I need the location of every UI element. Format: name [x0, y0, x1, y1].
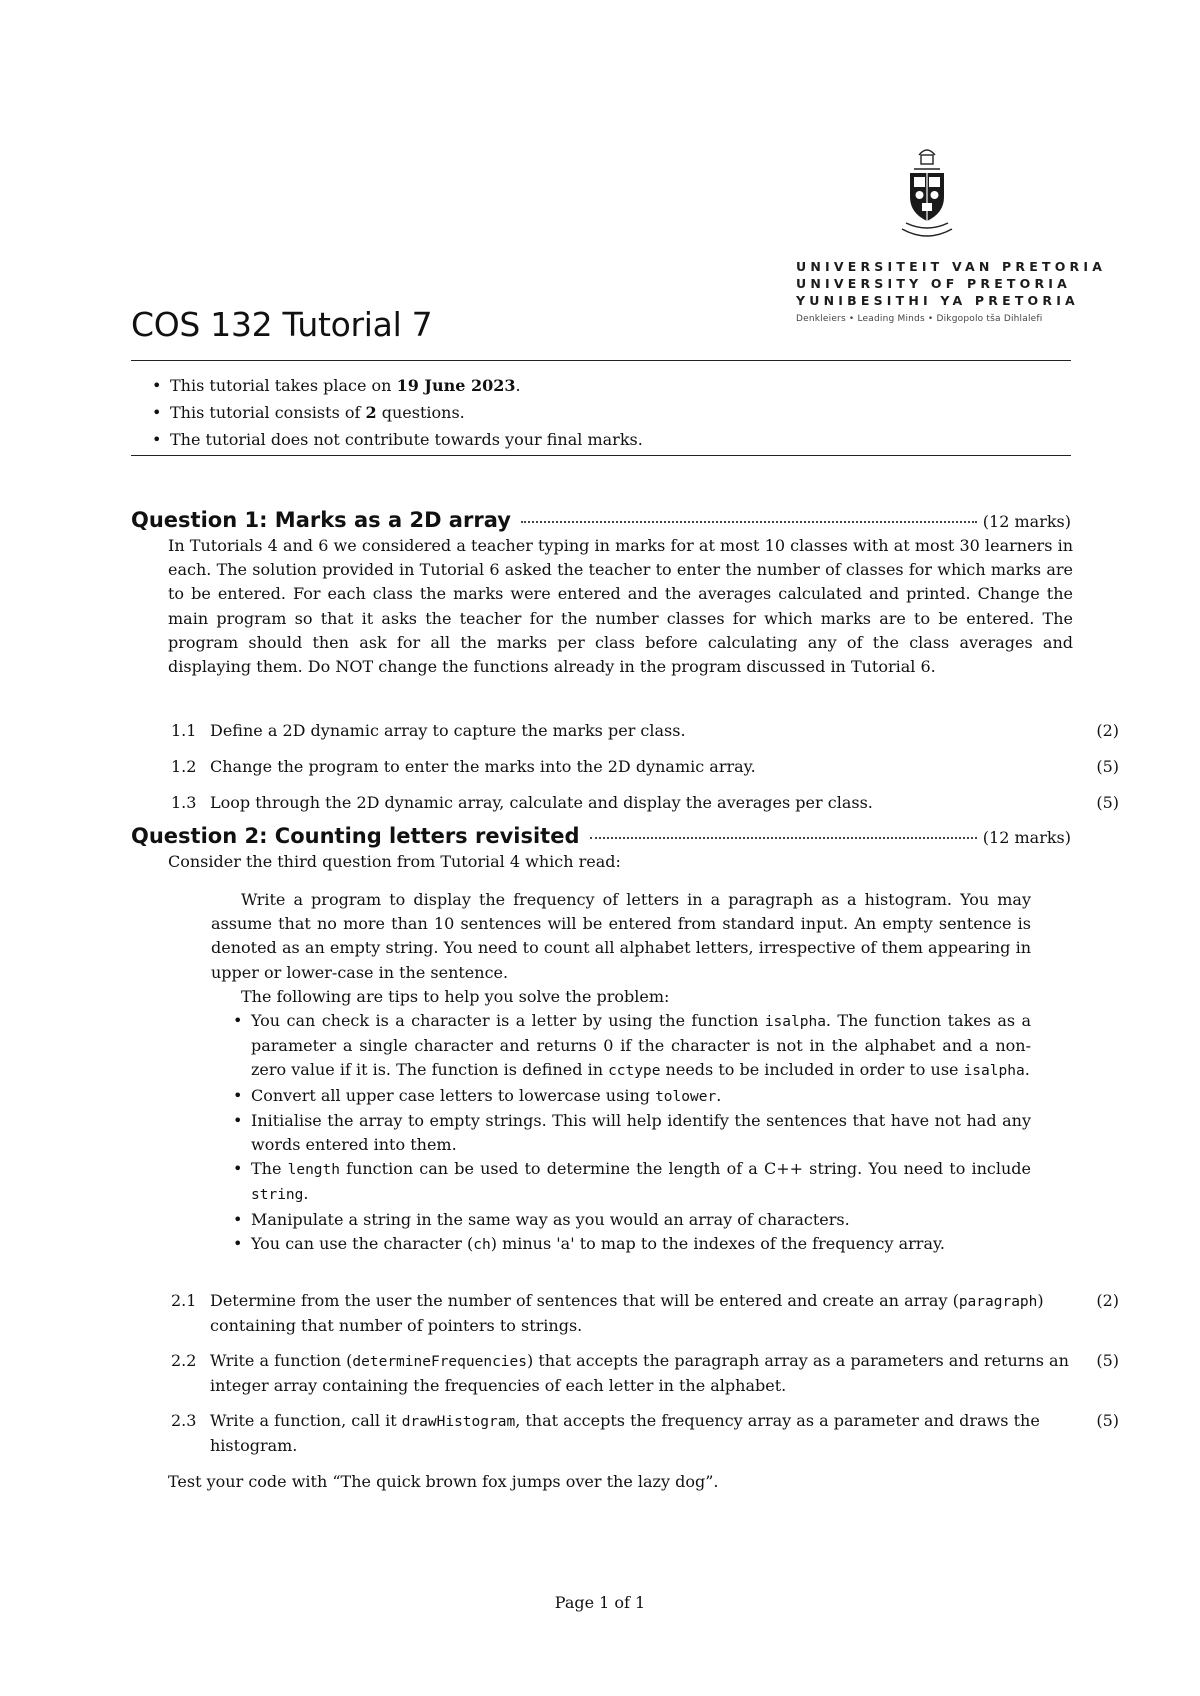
leader-dots	[590, 837, 977, 839]
university-name-afrikaans: UNIVERSITEIT VAN PRETORIA	[796, 259, 1107, 274]
subquestion-2-2: 2.2 Write a function (determineFrequencies) that accepts the paragraph array as a parameters and returns an integer array containing the frequencies of each letter in the alphabet. (5)	[171, 1351, 1119, 1396]
question-1-body: In Tutorials 4 and 6 we considered a teacher typing in marks for at most 10 classes with at most 30 learners in each. The solution provided in Tutorial 6 asked the teacher to enter the number of classes for which marks are to be entered. For each class the marks were entered and the averages calculated and printed. Change the main program so that it asks the teacher for the number classes for which marks are to be entered. The program should then ask for all the marks per class before calculating any of the class averages and displaying them. Do NOT change the functions already in the program discussed in Tutorial 6.	[168, 536, 1073, 677]
question-2-heading	[131, 824, 1071, 848]
subquestion-2-1: 2.1 Determine from the user the number of sentences that will be entered and create an array (paragraph) containing that number of pointers to strings. (2)	[171, 1291, 1119, 1336]
page-number: Page 1 of 1	[554, 1593, 646, 1612]
leader-dots	[521, 521, 977, 523]
tip-item: • Convert all upper case letters to lowercase using tolower.	[233, 1084, 1031, 1109]
question-2-title: Question 2: Counting letters revisited	[131, 824, 580, 848]
subquestion-1-3: 1.3 Loop through the 2D dynamic array, calculate and display the averages per class. (5)	[171, 793, 1119, 812]
info-item: • This tutorial takes place on 19 June 2023.	[152, 372, 643, 399]
university-motto: Denkleiers • Leading Minds • Dikgopolo tša Dihlalefi	[796, 314, 1043, 324]
quote-paragraph: Write a program to display the frequency of letters in a paragraph as a histogram. You may assume that no more than 10 sentences will be entered from standard input. An empty sentence is denoted as an empty string. You need to count all alphabet letters, irrespective of them appearing in upper or lower-case in the sentence.	[211, 890, 1031, 982]
info-item: • The tutorial does not contribute towards your final marks.	[152, 426, 643, 453]
question-2-marks: (12 marks)	[982, 828, 1071, 847]
subquestion-1-2: 1.2 Change the program to enter the marks into the 2D dynamic array. (5)	[171, 757, 1119, 776]
question-1-title: Question 1: Marks as a 2D array	[131, 508, 511, 532]
question-2-intro: Consider the third question from Tutorial 4 which read:	[168, 852, 621, 871]
tip-item: • You can use the character (ch) minus 'a' to map to the indexes of the frequency array.	[233, 1232, 1031, 1257]
tip-item: • The length function can be used to determine the length of a C++ string. You need to include string.	[233, 1157, 1031, 1207]
tip-item: • You can check is a character is a letter by using the function isalpha. The function takes as a parameter a single character and returns 0 if the character is not in the alphabet and a non-zero value if it is. The function is defined in cctype needs to be included in order to use isalpha.	[233, 1009, 1031, 1084]
tips-list	[211, 1009, 1031, 1257]
subquestion-2-3: 2.3 Write a function, call it drawHistogram, that accepts the frequency array as a parameter and draws the histogram. (5)	[171, 1411, 1119, 1456]
info-item: • This tutorial consists of 2 questions.	[152, 399, 643, 426]
top-rule	[131, 360, 1071, 361]
closing-instruction: Test your code with “The quick brown fox jumps over the lazy dog”.	[168, 1472, 719, 1491]
question-1-heading	[131, 508, 1071, 532]
subquestion-1-1: 1.1 Define a 2D dynamic array to capture the marks per class. (2)	[171, 721, 1119, 740]
quote-tips-intro: The following are tips to help you solve the problem:	[241, 986, 670, 1006]
university-name-english: UNIVERSITY OF PRETORIA	[796, 276, 1072, 291]
tip-item: • Manipulate a string in the same way as you would an array of characters.	[233, 1208, 1031, 1232]
tip-item: • Initialise the array to empty strings. This will help identify the sentences that have not had any words entered into them.	[233, 1109, 1031, 1157]
university-crest-logo	[892, 145, 962, 245]
question-1-marks: (12 marks)	[982, 512, 1071, 531]
info-list	[152, 372, 643, 453]
bottom-rule	[131, 455, 1071, 456]
page-title: COS 132 Tutorial 7	[131, 305, 433, 344]
university-name-sepedi: YUNIBESITHI YA PRETORIA	[796, 293, 1079, 308]
university-name-block	[796, 258, 1107, 324]
quoted-question	[211, 888, 1031, 1257]
